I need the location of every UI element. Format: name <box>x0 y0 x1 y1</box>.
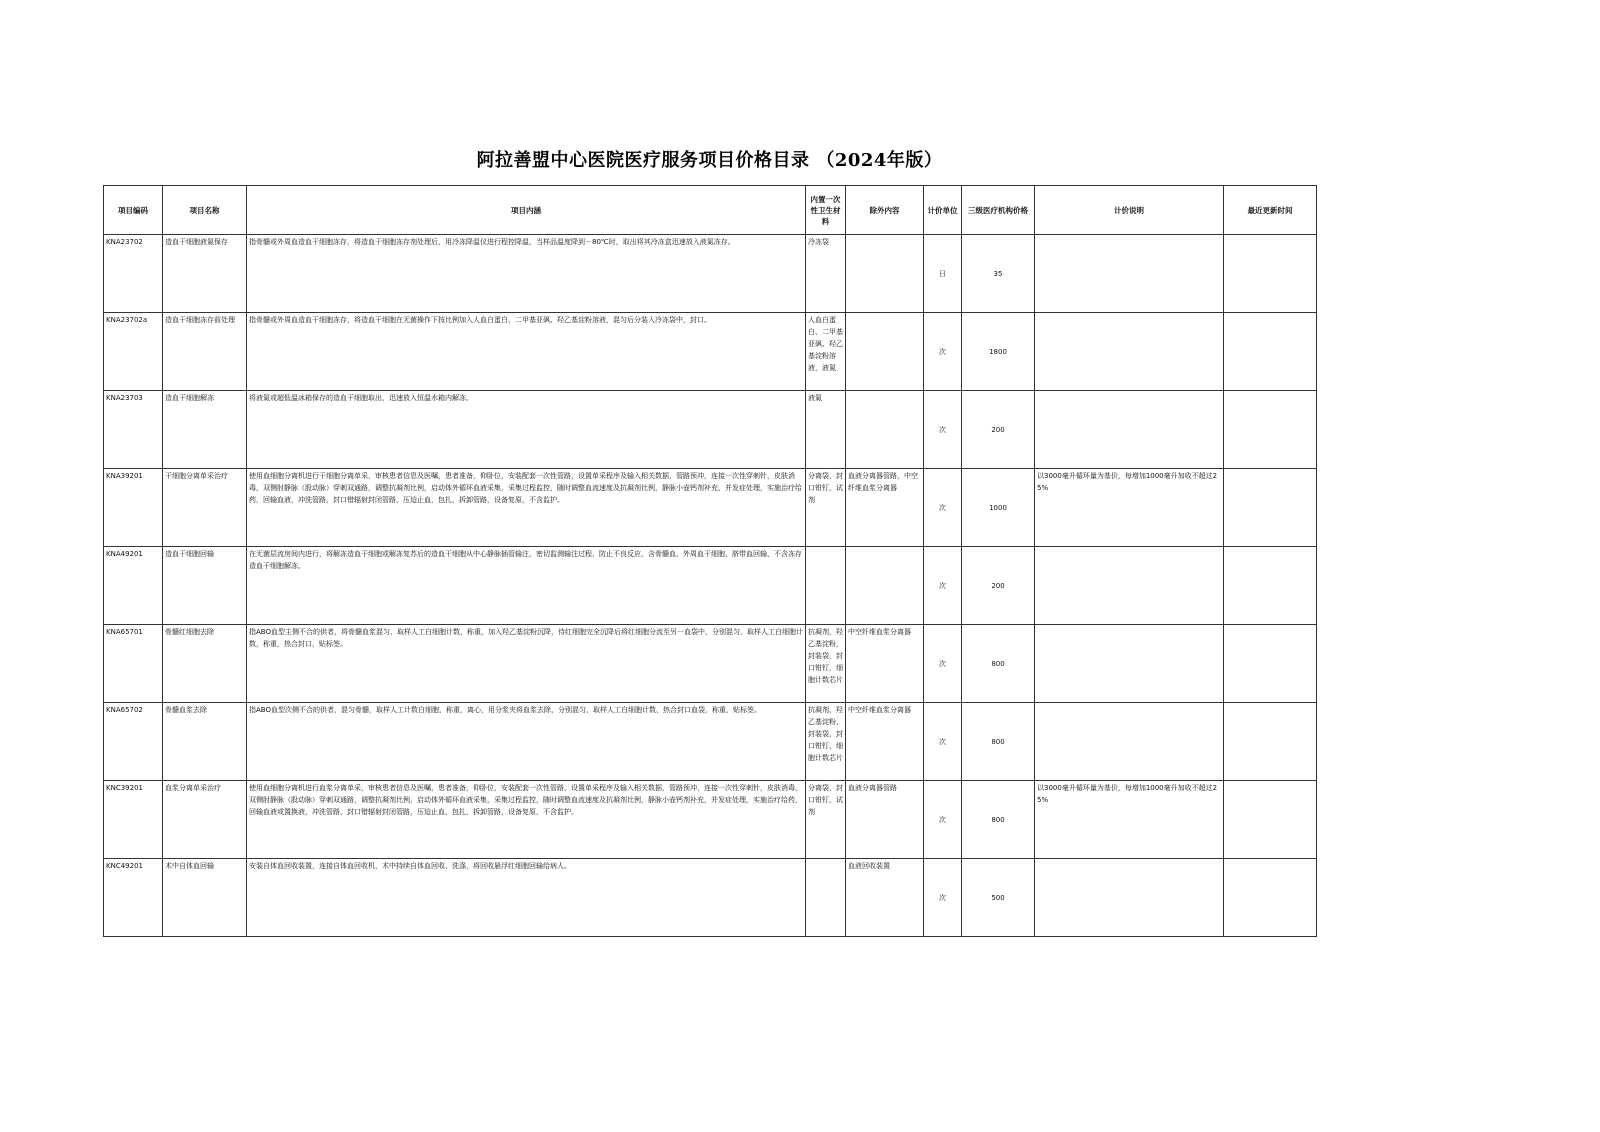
cell-excluded <box>846 313 924 391</box>
cell-code: KNA39201 <box>104 469 163 547</box>
cell-note <box>1035 391 1224 469</box>
table-row <box>104 469 1317 547</box>
cell-material: 抗凝剂，羟乙基淀粉，封装袋，封口钳钉，细胞计数芯片 <box>806 703 846 781</box>
cell-unit: 次 <box>924 781 962 859</box>
cell-note: 以3000毫升循环量为基价，每增加1000毫升加收不超过25% <box>1035 469 1224 547</box>
cell-price: 35 <box>962 235 1035 313</box>
price-catalog-table <box>103 185 1317 937</box>
cell-code: KNA49201 <box>104 547 163 625</box>
cell-name: 造血干细胞冻存前处理 <box>163 313 247 391</box>
cell-updated <box>1224 703 1317 781</box>
header-note: 计价说明 <box>1035 186 1224 235</box>
cell-updated <box>1224 859 1317 937</box>
cell-name: 骨髓血浆去除 <box>163 703 247 781</box>
cell-name: 造血干细胞液氮保存 <box>163 235 247 313</box>
cell-note <box>1035 859 1224 937</box>
cell-price: 200 <box>962 547 1035 625</box>
cell-excluded: 中空纤维血浆分离器 <box>846 703 924 781</box>
cell-material <box>806 859 846 937</box>
table-row <box>104 703 1317 781</box>
cell-unit: 次 <box>924 313 962 391</box>
cell-code: KNA23703 <box>104 391 163 469</box>
cell-content: 安装自体血回收装置，连接自体血回收机，术中持续自体血回收、洗涤，将回收悬浮红细胞回输给病人。 <box>247 859 806 937</box>
cell-excluded: 血液分离器管路，中空纤维血浆分离器 <box>846 469 924 547</box>
cell-material: 分离袋，封口钳钉，试剂 <box>806 781 846 859</box>
cell-content: 使用血细胞分离机进行血浆分离单采，审核患者信息及医嘱，患者准备，仰卧位，安装配套一次性管路，设置单采程序及输入相关数据，管路预冲，连接一次性穿刺针，皮肤消毒，双侧肘静脉（股动脉）穿刺双通路，调整抗凝剂比例，启动体外循环血液采集，采集过程监控，随时调整血流速度及抗凝剂比例，静脉小壶钙剂补充，并发症处理，实施治疗给药，回输血液或置换液，冲洗管路，封口错辐射封闭管路，压迫止血，包扎，拆卸管路，设备复原，不含监护。 <box>247 781 806 859</box>
cell-material <box>806 547 846 625</box>
cell-excluded: 血液回收装置 <box>846 859 924 937</box>
cell-updated <box>1224 625 1317 703</box>
cell-updated <box>1224 313 1317 391</box>
header-code: 项目编码 <box>104 186 163 235</box>
cell-price: 500 <box>962 859 1035 937</box>
cell-price: 800 <box>962 625 1035 703</box>
cell-updated <box>1224 235 1317 313</box>
cell-unit: 次 <box>924 703 962 781</box>
cell-content: 在无菌层流房间内进行，将解冻造血干细胞或解冻复苏后的造血干细胞从中心静脉插管输注，密切监测输注过程，防止不良反应，含骨髓血、外周血干细胞、脐带血回输，不含冻存造血干细胞解冻。 <box>247 547 806 625</box>
header-price: 三级医疗机构价格 <box>962 186 1035 235</box>
cell-content: 使用血细胞分离机进行干细胞分离单采，审核患者信息及医嘱，患者准备，仰卧位，安装配套一次性管路，设置单采程序及输入相关数据，管路预冲，连接一次性穿刺针，皮肤消毒，双侧肘静脉（股动脉）穿刺双通路，调整抗凝剂比例，启动体外循环血液采集，采集过程监控，随时调整血流速度及抗凝剂比例，静脉小壶钙剂补充，并发症处理，实施治疗给药，回输血液，冲洗管路，封口错辐射封闭管路，压迫止血，包扎，拆卸管路，设备复原，不含监护。 <box>247 469 806 547</box>
table-row <box>104 391 1317 469</box>
table-row <box>104 313 1317 391</box>
cell-excluded <box>846 235 924 313</box>
table-header-row <box>104 186 1317 235</box>
cell-code: KNC39201 <box>104 781 163 859</box>
cell-material: 冷冻袋 <box>806 235 846 313</box>
cell-material: 抗凝剂，羟乙基淀粉，封装袋，封口钳钉，细胞计数芯片 <box>806 625 846 703</box>
cell-unit: 日 <box>924 235 962 313</box>
cell-content: 指骨髓或外周血造血干细胞冻存，将造血干细胞冻存剂处理后，用冷冻降温仪进行程控降温，当样品温度降到－80℃时，取出将其冷冻盒迅速放入液氮冻存。 <box>247 235 806 313</box>
table-row <box>104 781 1317 859</box>
cell-price: 800 <box>962 703 1035 781</box>
cell-note <box>1035 625 1224 703</box>
cell-price: 200 <box>962 391 1035 469</box>
cell-code: KNC49201 <box>104 859 163 937</box>
cell-name: 血浆分离单采治疗 <box>163 781 247 859</box>
cell-content: 指骨髓或外周血造血干细胞冻存，将造血干细胞在无菌操作下按比例加入人血白蛋白、二甲基亚砜、羟乙基淀粉溶液，混匀后分装入冷冻袋中，封口。 <box>247 313 806 391</box>
cell-code: KNA65701 <box>104 625 163 703</box>
header-unit: 计价单位 <box>924 186 962 235</box>
cell-updated <box>1224 781 1317 859</box>
cell-updated <box>1224 547 1317 625</box>
cell-price: 800 <box>962 781 1035 859</box>
cell-excluded <box>846 391 924 469</box>
cell-unit: 次 <box>924 391 962 469</box>
cell-note <box>1035 235 1224 313</box>
cell-unit: 次 <box>924 625 962 703</box>
cell-updated <box>1224 391 1317 469</box>
cell-code: KNA65702 <box>104 703 163 781</box>
header-material: 内置一次性卫生材料 <box>806 186 846 235</box>
table-row <box>104 625 1317 703</box>
cell-excluded: 中空纤维血浆分离器 <box>846 625 924 703</box>
cell-material: 液氮 <box>806 391 846 469</box>
cell-material: 分离袋，封口钳钉，试剂 <box>806 469 846 547</box>
cell-note: 以3000毫升循环量为基价，每增加1000毫升加收不超过25% <box>1035 781 1224 859</box>
cell-unit: 次 <box>924 469 962 547</box>
cell-name: 造血干细胞解冻 <box>163 391 247 469</box>
table-row <box>104 547 1317 625</box>
cell-code: KNA23702a <box>104 313 163 391</box>
cell-excluded: 血液分离器管路 <box>846 781 924 859</box>
cell-note <box>1035 313 1224 391</box>
cell-note <box>1035 703 1224 781</box>
cell-material: 人血白蛋白、二甲基亚砜、羟乙基淀粉溶液，液氮 <box>806 313 846 391</box>
cell-name: 干细胞分离单采治疗 <box>163 469 247 547</box>
table-row <box>104 859 1317 937</box>
cell-name: 术中自体血回输 <box>163 859 247 937</box>
cell-code: KNA23702 <box>104 235 163 313</box>
document-title: 阿拉善盟中心医院医疗服务项目价格目录 （2024年版） <box>476 150 943 171</box>
cell-unit: 次 <box>924 859 962 937</box>
cell-price: 1800 <box>962 313 1035 391</box>
cell-name: 骨髓红细胞去除 <box>163 625 247 703</box>
cell-price: 1000 <box>962 469 1035 547</box>
cell-content: 指ABO血型次侧不合的供者，混匀骨髓，取样人工计数白细胞，称重，离心，用分浆夹将血浆去除，分别混匀，取样人工白细胞计数，热合封口血袋，称重，贴标签。 <box>247 703 806 781</box>
cell-unit: 次 <box>924 547 962 625</box>
cell-updated <box>1224 469 1317 547</box>
cell-name: 造血干细胞回输 <box>163 547 247 625</box>
table-row <box>104 235 1317 313</box>
header-content: 项目内涵 <box>247 186 806 235</box>
cell-content: 指ABO血型主侧不合的供者，将骨髓血浆混匀，取样人工白细胞计数，称重，加入羟乙基淀粉沉降，待红细胞完全沉降后将红细胞分流至另一血袋中，分别混匀，取样人工白细胞计数，称重，热合封口，贴标签。 <box>247 625 806 703</box>
cell-content: 将液氮或超低温冰箱保存的造血干细胞取出，迅速放入恒温水箱内解冻。 <box>247 391 806 469</box>
header-updated: 最近更新时间 <box>1224 186 1317 235</box>
cell-note <box>1035 547 1224 625</box>
header-excluded: 除外内容 <box>846 186 924 235</box>
header-name: 项目名称 <box>163 186 247 235</box>
cell-excluded <box>846 547 924 625</box>
